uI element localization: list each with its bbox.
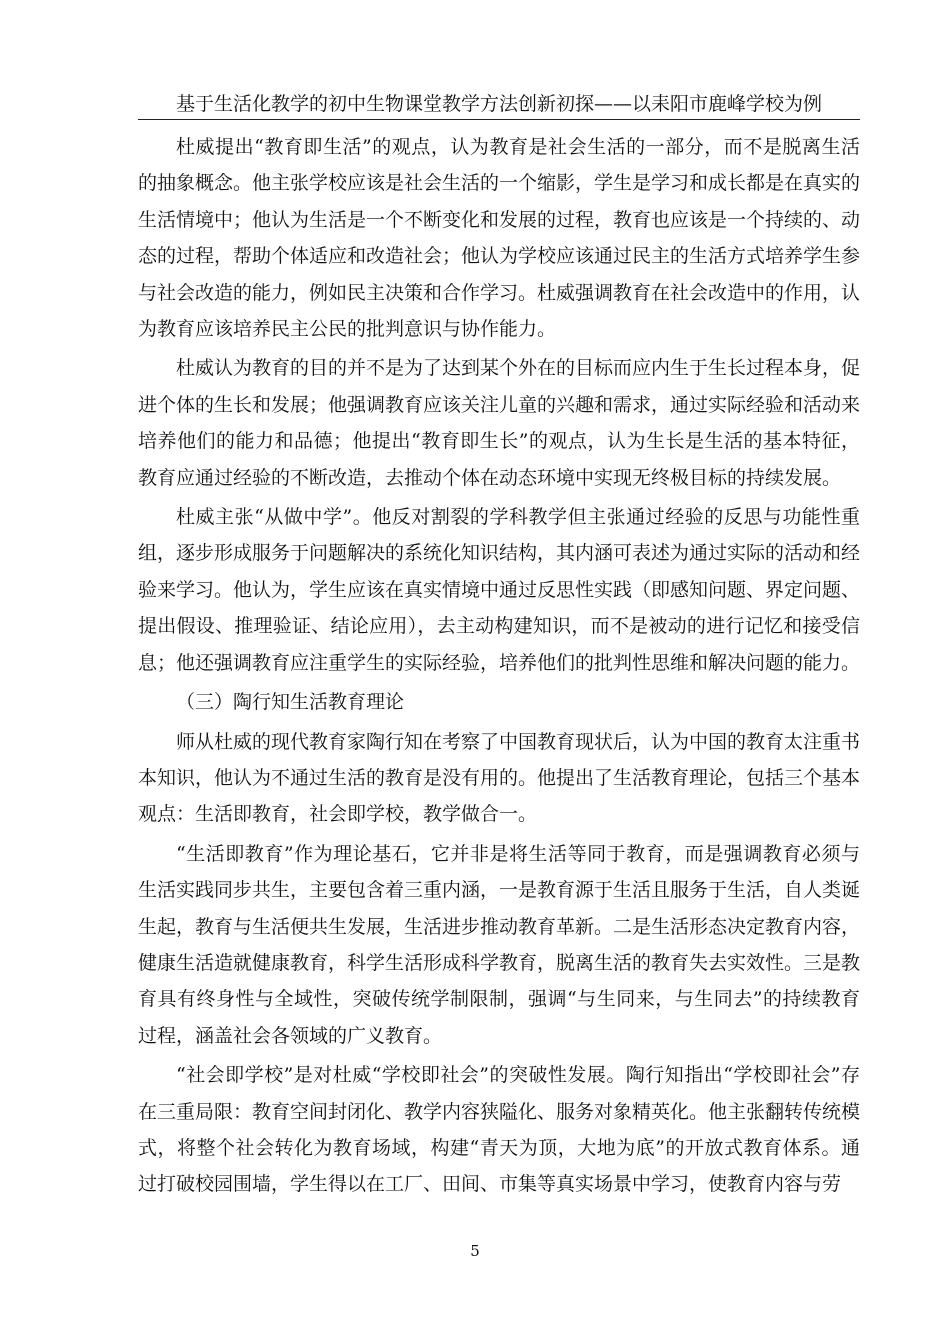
section-heading: （三）陶行知生活教育理论	[176, 691, 405, 714]
running-header: 基于生活化教学的初中生物课堂教学方法创新初探——以耒阳市鹿峰学校为例	[175, 93, 822, 115]
paragraph-life-is-education: “生活即教育”作为理论基石，它并非是将生活等同于教育，而是强调教育必须与生活实践同步共生，主要包含着三重内涵，一是教育源于生活且服务于生活，自人类诞生起，教育与生活便共生发展，生活进步推动教育革新。二是生活形态决定教育内容，健康生活造就健康教育，科学生活形成科学教育，脱离生活的教育失去实效性。三是教育具有终身性与全域性，突破传统学制限制，强调“与生同来，与生同去”的持续教育过程，涵盖社会各领域的广义教育。	[138, 842, 861, 1047]
body-text	[138, 129, 860, 1206]
paragraph-dewey-life: 杜威提出“教育即生活”的观点，认为教育是社会生活的一部分，而不是脱离生活的抽象概念。他主张学校应该是社会生活的一个缩影，学生是学习和成长都是在真实的生活情境中；他认为生活是一个不断变化和发展的过程，教育也应该是一个持续的、动态的过程，帮助个体适应和改造社会；他认为学校应该通过民主的生活方式培养学生参与社会改造的能力，例如民主决策和合作学习。杜威强调教育在社会改造中的作用，认为教育应该培养民主公民的批判意识与协作能力。	[138, 136, 861, 341]
page-number: 5	[470, 1242, 480, 1260]
paragraph-society-is-school: “社会即学校”是对杜威“学校即社会”的突破性发展。陶行知指出“学校即社会”存在三重局限：教育空间封闭化、教学内容狭隘化、服务对象精英化。他主张翻转传统模式，将整个社会转化为教育场域，构建“青天为顶，大地为底”的开放式教育体系。通过打破校园围墙，学生得以在工厂、田间、市集等真实场景中学习，使教育内容与劳	[138, 1064, 861, 1196]
paragraph-tao-overview: 师从杜威的现代教育家陶行知在考察了中国教育现状后，认为中国的教育太注重书本知识，他认为不通过生活的教育是没有用的。他提出了生活教育理论，包括三个基本观点：生活即教育，社会即学校，教学做合一。	[138, 730, 861, 826]
paragraph-dewey-learning-by-doing: 杜威主张“从做中学”。他反对割裂的学科教学但主张通过经验的反思与功能性重组，逐步形成服务于问题解决的系统化知识结构，其内涵可表述为通过实际的活动和经验来学习。他认为，学生应该在真实情境中通过反思性实践（即感知问题、界定问题、提出假设、推理验证、结论应用），去主动构建知识，而不是被动的进行记忆和接受信息；他还强调教育应注重学生的实际经验，培养他们的批判性思维和解决问题的能力。	[138, 506, 861, 674]
paragraph-dewey-growth: 杜威认为教育的目的并不是为了达到某个外在的目标而应内生于生长过程本身，促进个体的生长和发展；他强调教育应该关注儿童的兴趣和需求，通过实际经验和活动来培养他们的能力和品德；他提出“教育即生长”的观点，认为生长是生活的基本特征，教育应通过经验的不断改造，去推动个体在动态环境中实现无终极目标的持续发展。	[138, 357, 861, 489]
header-rule	[138, 119, 860, 120]
